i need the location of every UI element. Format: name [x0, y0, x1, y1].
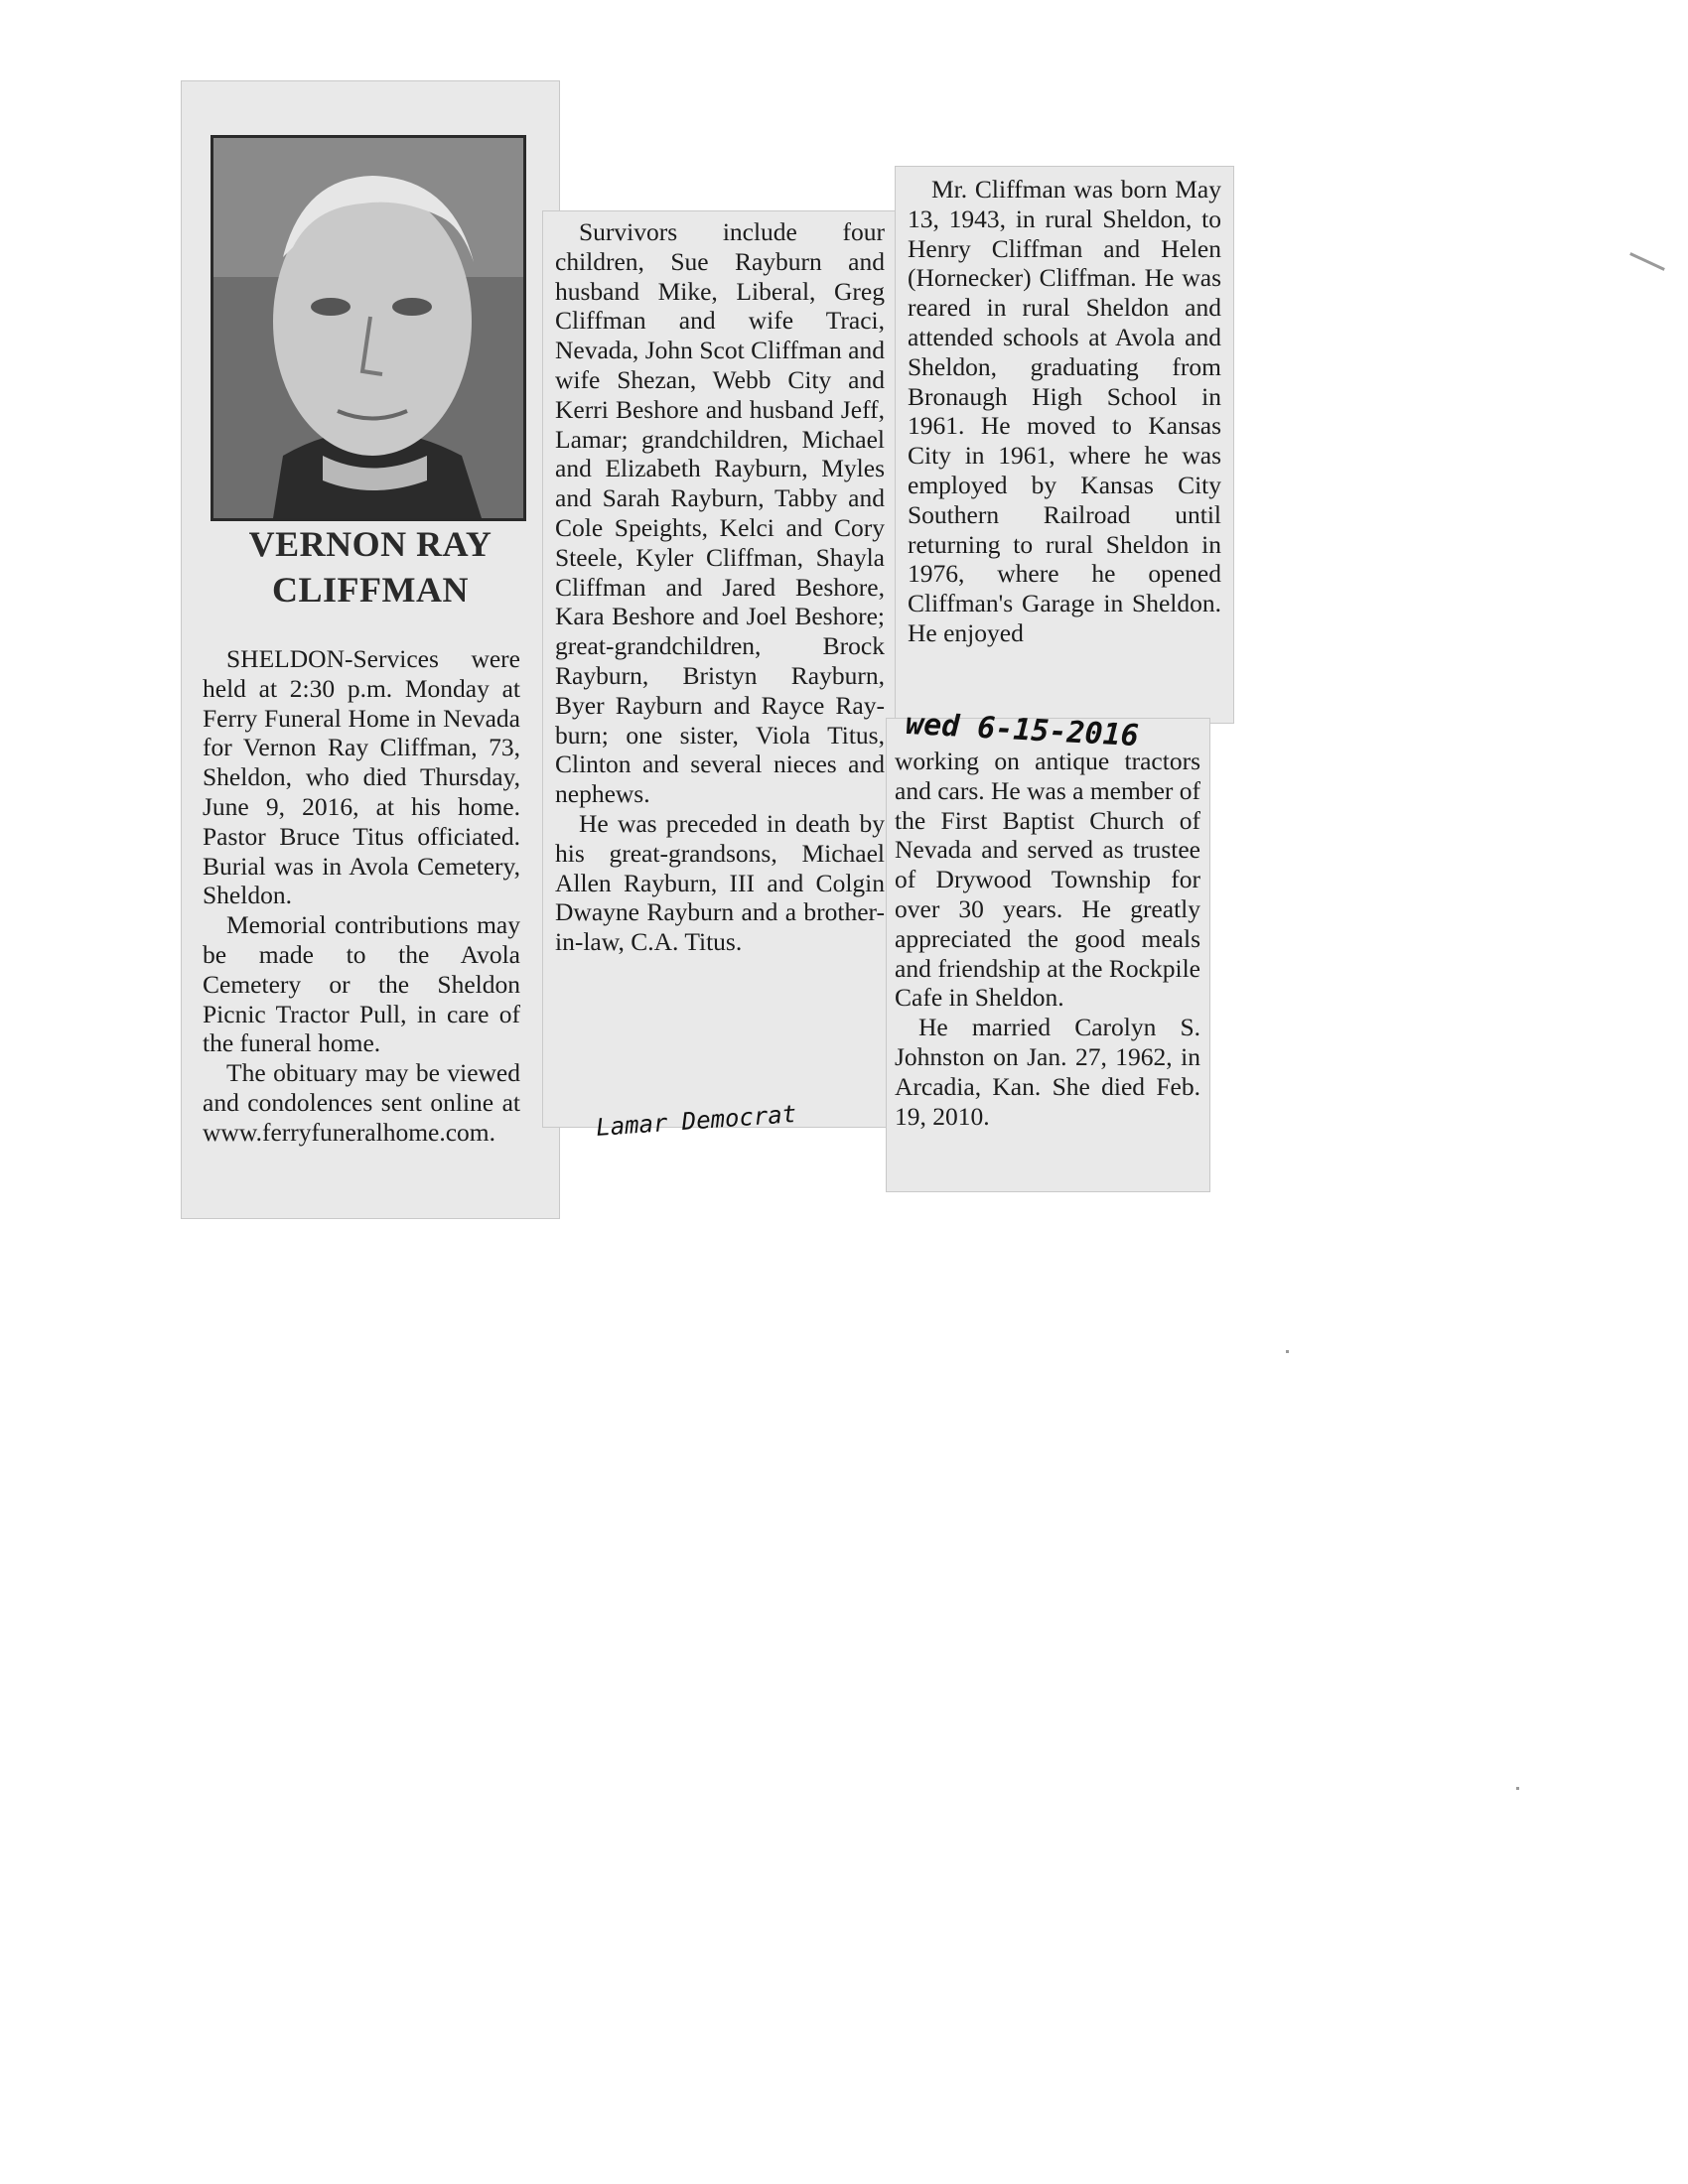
preceded-paragraph: He was preceded in death by his great-grandsons, Michael Allen Rayburn, III and Colgin Dwayne Rayburn and a brother-in-law, C.A. Titus.	[555, 808, 885, 957]
obituary-name-first: VERNON RAY	[248, 524, 492, 564]
column-3-bottom-text	[895, 747, 1200, 1131]
clipping-middle	[543, 211, 898, 1127]
hobbies-paragraph: working on antique tractors and cars. He was a member of the First Baptist Church of Nevada and served as trustee of Drywood Township for over 30 years. He greatly appreciated the good meals and friendship at the Rockpile Cafe in Sheldon.	[895, 747, 1200, 1013]
scan-speck	[1516, 1787, 1519, 1790]
scan-mark	[1629, 252, 1665, 271]
handwritten-newspaper-name: Lamar Democrat	[595, 1099, 798, 1143]
clipping-left	[182, 81, 559, 1218]
column-3-top-text	[908, 175, 1221, 648]
portrait-illustration	[213, 138, 523, 518]
biography-paragraph: Mr. Cliffman was born May 13, 1943, in rural Sheldon, to Henry Cliffman and Helen (Hornecker) Cliffman. He was reared in rural Sheldon and attended schools at Avola and Sheldon, graduating from Bronaugh High School in 1961. He moved to Kansas City in 1961, where he was employed by Kansas City Southern Railroad until returning to rural Sheldon in 1976, where he opened Cliffman's Garage in Sheldon. He enjoyed	[908, 175, 1221, 647]
handwritten-date: wed 6-15-2016	[905, 706, 1140, 754]
marriage-paragraph: He married Carolyn S. Johnston on Jan. 27, 1962, in Arcadia, Kan. She died Feb. 19, 2010.	[895, 1013, 1200, 1131]
survivors-paragraph: Survivors include four children, Sue Rayburn and husband Mike, Liberal, Greg Cliffman and wife Traci, Nevada, John Scot Cliffman and wife Shezan, Webb City and Kerri Beshore and husband Jeff, Lamar; grandchildren, Michael and Elizabeth Rayburn, Myles and Sarah Rayburn, Tabby and Cole Speights, Kelci and Cory Steele, Kyler Cliffman, Shayla Cliffman and Jared Beshore, Kara Beshore and Joel Beshore; great-grandchildren, Brock Rayburn, Bristyn Rayburn, Byer Rayburn and Rayce Rayburn; one sister, Viola Titus, Clinton and several nieces and nephews.	[555, 217, 885, 809]
column-2-text	[555, 217, 885, 957]
services-paragraph: SHELDON-Services were held at 2:30 p.m. Monday at Ferry Funeral Home in Nevada for Vernon Ray Cliffman, 73, Sheldon, who died Thursday, June 9, 2016, at his home. Pastor Bruce Titus officiated. Burial was in Avola Cemetery, Sheldon.	[203, 644, 520, 910]
online-paragraph: The obituary may be viewed and condolences sent online at www.ferryfuneralhome.com.	[203, 1058, 520, 1147]
memorial-paragraph: Memorial contributions may be made to the Avola Cemetery or the Sheldon Picnic Tractor Pull, in care of the funeral home.	[203, 910, 520, 1058]
clipping-right-bottom	[887, 719, 1209, 1191]
scan-speck	[1286, 1350, 1289, 1353]
clipping-right-top	[896, 167, 1233, 723]
portrait-photo	[211, 135, 526, 521]
obituary-name-last: CLIFFMAN	[272, 570, 469, 610]
column-1-text	[203, 644, 520, 1148]
